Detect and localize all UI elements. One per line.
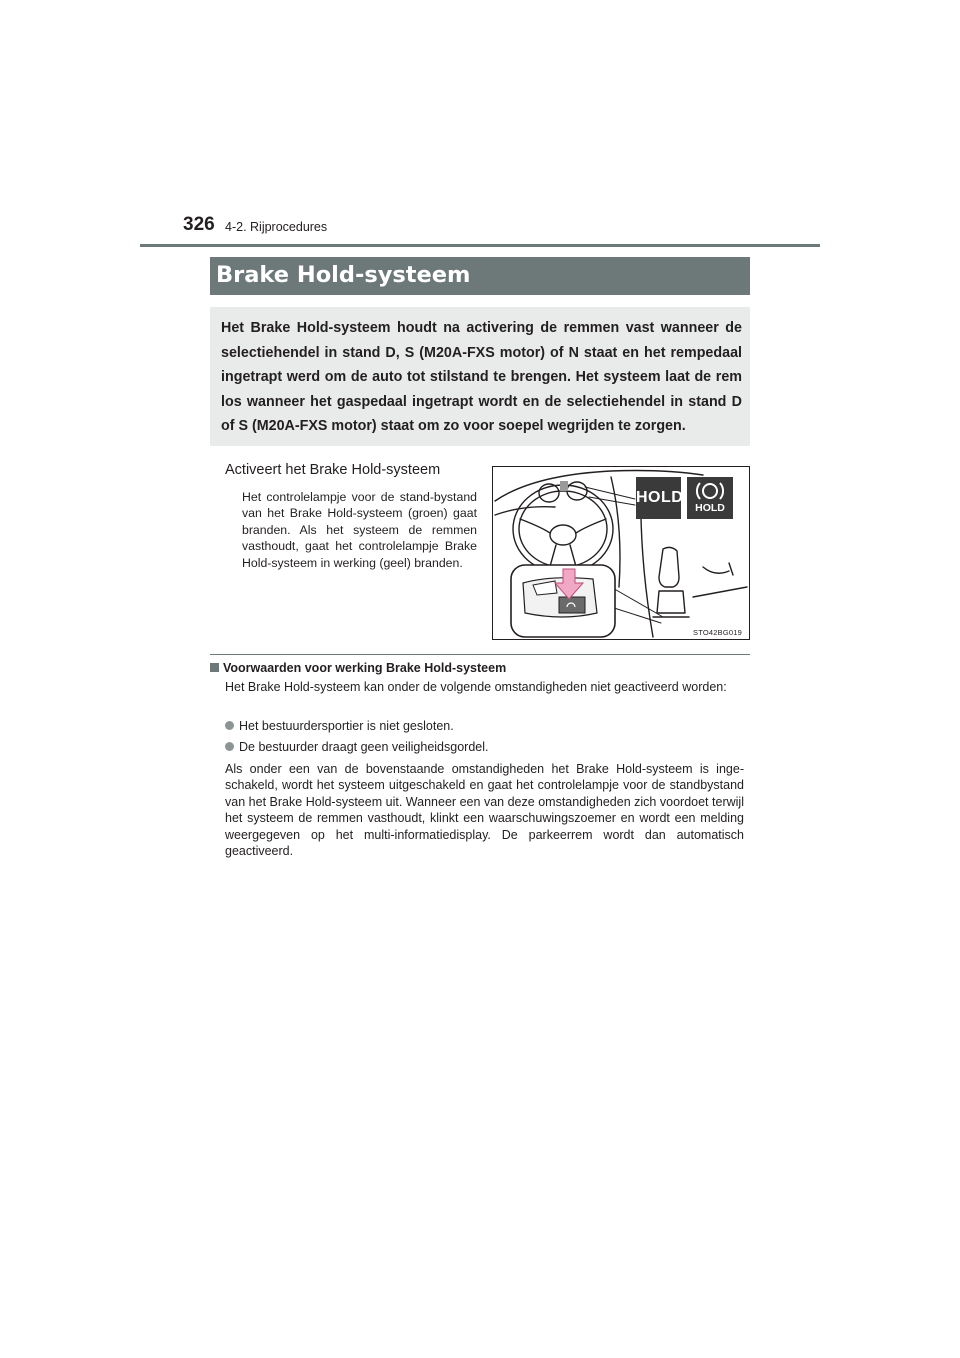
subsection-heading [210,661,506,675]
page-number: 326 [183,214,215,235]
subsection-heading-text: Voorwaarden voor werking Brake Hold-systeem [223,661,507,675]
square-bullet-icon [210,663,219,672]
figure-code: STO42BG019 [693,628,742,637]
section-separator [210,654,750,655]
section-reference: 4-2. Rijprocedures [225,220,328,234]
header-rule [140,244,820,247]
hold-switch-icon [511,565,615,637]
page-title: Brake Hold-systeem [210,257,750,295]
conditions-intro: Het Brake Hold-systeem kan onder de volgende omstandigheden niet geactiveerd worden: [225,680,727,694]
illustration [492,466,750,640]
list-item-text: Het bestuurdersportier is niet gesloten. [239,719,454,733]
step-heading: Activeert het Brake Hold-systeem [225,462,441,478]
step-description: Het controlelampje voor de stand-bystand van het Brake Hold-systeem (groen) gaat branden. Als het systeem de remmen vasthoudt, gaat het controlelampje Brake Hold-systeem in werking (geel) branden. [242,490,477,570]
circle-bullet-icon [225,721,234,730]
conditions-body: Als onder een van de bovenstaande omstandigheden het Brake Hold-systeem is ingeschakeld, wordt het systeem uitgeschakeld en gaat het controlelampje voor de standbystand van het Brake Hold-systeem uit. Wanneer een van deze omstandigheden zich voordoet terwijl het systeem de remmen vasthoudt, klinkt een waarschuwingszoemer en wordt een melding weergegeven op het multi-informatiedisplay. De parkeerrem wordt dan automatisch geactiveerd. [225,762,744,859]
hold-indicator-icon: HOLD [636,477,681,519]
list-item [225,739,488,755]
list-item [225,718,454,734]
list-item-text: De bestuurder draagt geen veiligheidsgordel. [239,740,489,754]
brake-hold-indicator-icon [687,477,733,519]
intro-box: Het Brake Hold-systeem houdt na activering de remmen vast wanneer de selectiehendel in stand D, S (M20A-FXS motor) of N staat en het rempedaal ingetrapt werd om de auto tot stilstand te brengen. Het systeem laat de rem los wanneer het gaspedaal ingetrapt wordt en de selectiehendel in stand D of S (M20A-FXS motor) staat om zo voor soepel wegrijden te zorgen. [210,307,750,446]
brake-hold-indicator-label: HOLD [695,502,725,514]
circle-bullet-icon [225,742,234,751]
